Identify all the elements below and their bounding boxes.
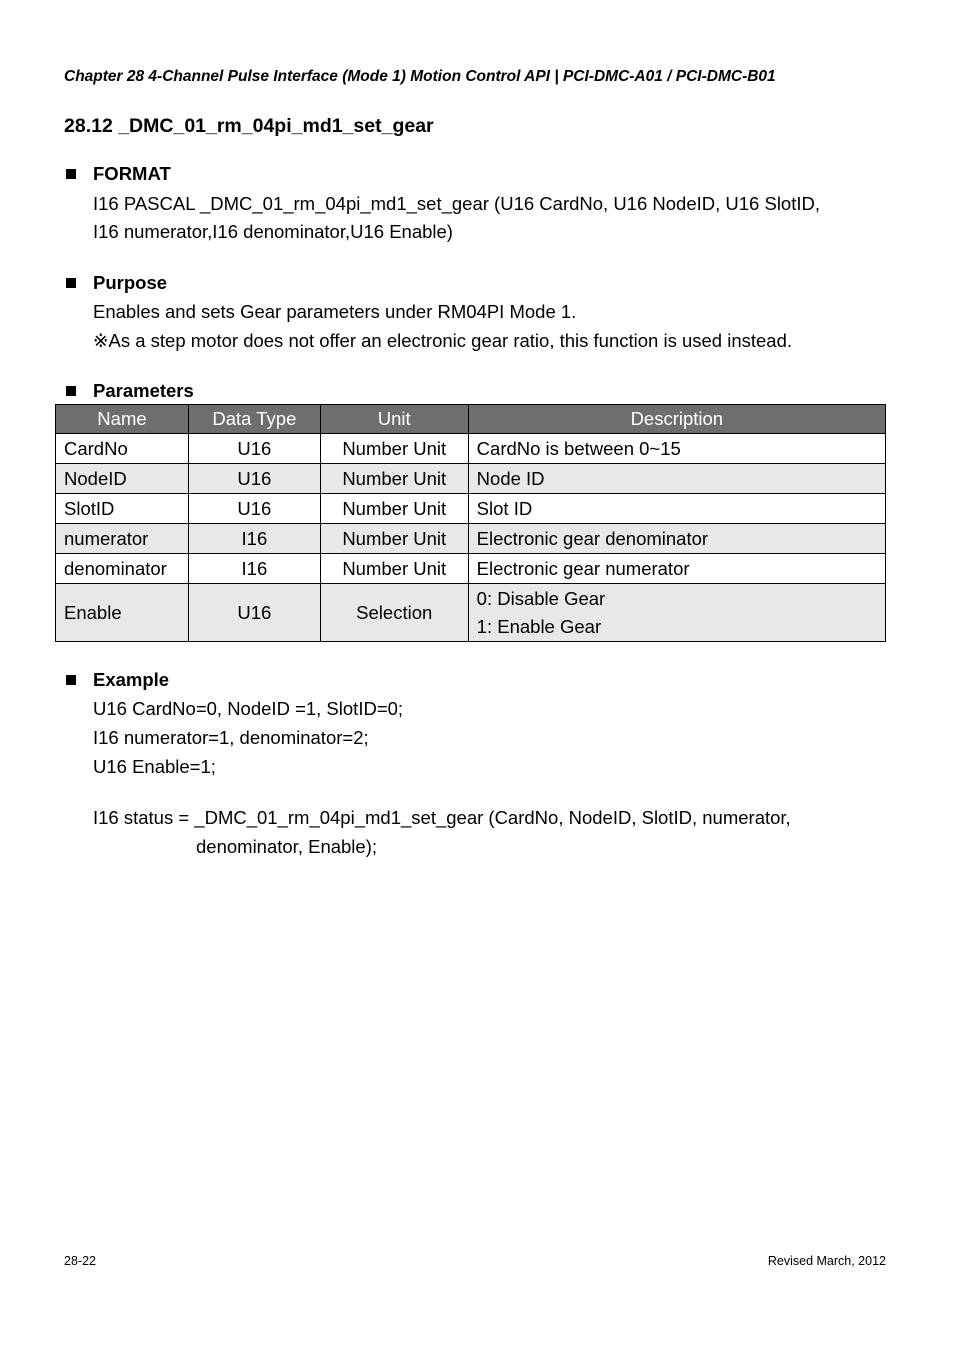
param-type: U16 (188, 584, 320, 642)
param-unit: Number Unit (320, 494, 468, 524)
format-line-2: I16 numerator,I16 denominator,U16 Enable) (93, 221, 453, 242)
table-row (56, 584, 886, 642)
format-heading (64, 163, 171, 185)
example-line-3: U16 Enable=1; (93, 756, 216, 777)
param-name: NodeID (56, 464, 189, 494)
purpose-heading (64, 272, 167, 294)
param-unit: Number Unit (320, 554, 468, 584)
param-type: I16 (188, 554, 320, 584)
column-header-unit: Unit (320, 405, 468, 434)
purpose-heading-label: Purpose (93, 272, 168, 293)
parameters-heading-label: Parameters (93, 380, 194, 401)
example-line-1: U16 CardNo=0, NodeID =1, SlotID=0; (93, 698, 404, 719)
table-row (56, 524, 886, 554)
square-bullet-icon (66, 278, 76, 288)
param-description: Electronic gear numerator (468, 554, 885, 584)
param-description-line: 1: Enable Gear (476, 615, 602, 637)
param-type: I16 (188, 524, 320, 554)
param-name: denominator (56, 554, 189, 584)
table-row (56, 494, 886, 524)
square-bullet-icon (66, 675, 76, 685)
param-unit: Selection (320, 584, 468, 642)
param-unit: Number Unit (320, 434, 468, 464)
param-description: Slot ID (468, 494, 885, 524)
param-unit: Number Unit (320, 524, 468, 554)
param-description: CardNo is between 0~15 (468, 434, 885, 464)
example-call-line-2: denominator, Enable); (196, 836, 378, 857)
table-row (56, 434, 886, 464)
param-description: Node ID (468, 464, 885, 494)
table-header-row (56, 405, 886, 434)
param-type: U16 (188, 494, 320, 524)
column-header-data-type: Data Type (188, 405, 320, 434)
example-heading (64, 669, 169, 691)
purpose-line-1: Enables and sets Gear parameters under RM04PI Mode 1. (93, 301, 577, 322)
table-row (56, 464, 886, 494)
format-heading-label: FORMAT (93, 163, 171, 184)
param-description-line: 0: Disable Gear (476, 587, 606, 609)
param-name: CardNo (56, 434, 189, 464)
param-description (468, 584, 885, 642)
column-header-description: Description (468, 405, 885, 434)
section-title: 28.12 _DMC_01_rm_04pi_md1_set_gear (64, 115, 434, 137)
table-row (56, 554, 886, 584)
revision-date: Revised March, 2012 (767, 1254, 886, 1268)
parameters-table (55, 404, 886, 642)
param-name: numerator (56, 524, 189, 554)
format-line-1: I16 PASCAL _DMC_01_rm_04pi_md1_set_gear (U16 CardNo, U16 NodeID, U16 SlotID, (93, 193, 821, 214)
param-type: U16 (188, 434, 320, 464)
column-header-name: Name (56, 405, 189, 434)
square-bullet-icon (66, 169, 76, 179)
parameters-heading (64, 380, 194, 402)
param-unit: Number Unit (320, 464, 468, 494)
example-line-2: I16 numerator=1, denominator=2; (93, 727, 369, 748)
example-heading-label: Example (93, 669, 170, 690)
example-call-line-1: I16 status = _DMC_01_rm_04pi_md1_set_gear (CardNo, NodeID, SlotID, numerator, (93, 807, 791, 828)
purpose-line-2: ※As a step motor does not offer an electronic gear ratio, this function is used instead. (93, 330, 793, 351)
square-bullet-icon (66, 386, 76, 396)
param-type: U16 (188, 464, 320, 494)
chapter-header: Chapter 28 4-Channel Pulse Interface (Mode 1) Motion Control API | PCI-DMC-A01 / PCI-DMC-B01 (64, 68, 776, 85)
param-description: Electronic gear denominator (468, 524, 885, 554)
param-name: SlotID (56, 494, 189, 524)
page-number: 28-22 (64, 1254, 96, 1268)
param-name: Enable (56, 584, 189, 642)
